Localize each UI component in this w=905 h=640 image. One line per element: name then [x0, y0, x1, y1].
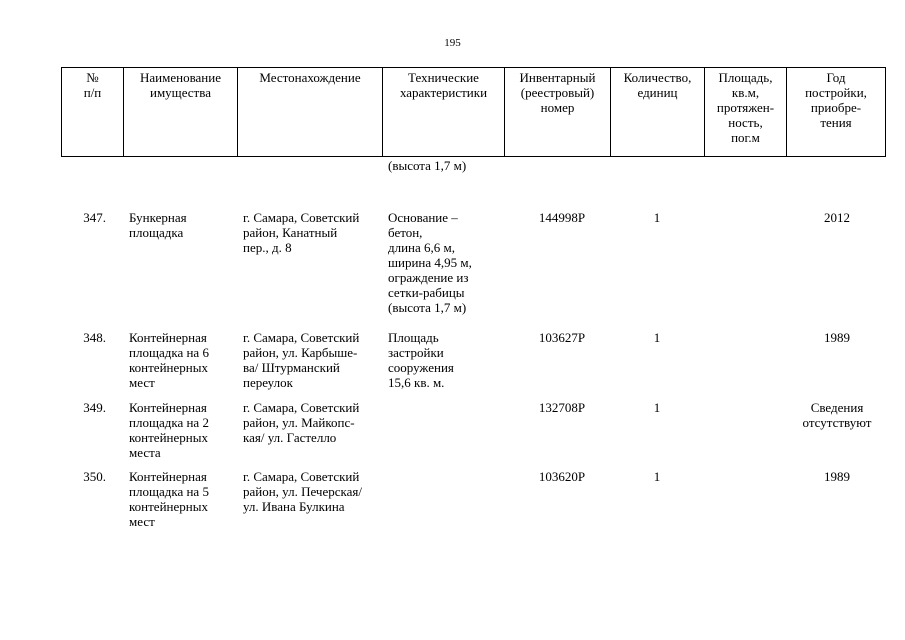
- row-350-year: 1989: [824, 469, 850, 484]
- row-347-location: г. Самара, Советский район, Канатный пер., д. 8: [243, 210, 360, 255]
- row-350-name: Контейнерная площадка на 5 контейнерных мест: [129, 469, 209, 529]
- header-name: [124, 68, 238, 157]
- row-348-number: 348.: [83, 330, 106, 345]
- table-header: [61, 67, 886, 156]
- row-349-inventory: 132708Р: [538, 400, 586, 415]
- header-number-label: № п/п: [83, 70, 102, 100]
- header-tech: [383, 68, 505, 157]
- header-location: [238, 68, 383, 157]
- header-inventory-label: Инвентарный (реестровый) номер: [519, 70, 596, 115]
- row-347-number: 347.: [83, 210, 106, 225]
- row-348-quantity: 1: [653, 330, 661, 345]
- header-name-label: Наименование имущества: [140, 70, 221, 100]
- row-349-name: Контейнерная площадка на 2 контейнерных места: [129, 400, 209, 460]
- row-349-quantity: 1: [653, 400, 661, 415]
- row-348-name: Контейнерная площадка на 6 контейнерных мест: [129, 330, 209, 390]
- header-year-label: Год постройки, приобре- тения: [805, 70, 867, 130]
- row-348-year: 1989: [824, 330, 850, 345]
- header-year: [787, 68, 886, 157]
- row-348-inventory: 103627Р: [538, 330, 586, 345]
- header-tech-label: Технические характеристики: [399, 70, 488, 100]
- header-quantity-label: Количество, единиц: [623, 70, 692, 100]
- row-349-number: 349.: [83, 400, 106, 415]
- row-347-year: 2012: [824, 210, 850, 225]
- row-349-year: Сведения отсутствуют: [802, 400, 872, 430]
- row-350-number: 350.: [83, 469, 106, 484]
- row-349-location: г. Самара, Советский район, ул. Майкопс- кая/ ул. Гастелло: [243, 400, 360, 445]
- row-350-quantity: 1: [653, 469, 661, 484]
- header-inventory: [505, 68, 611, 157]
- row-347-quantity: 1: [653, 210, 661, 225]
- row-350-location: г. Самара, Советский район, ул. Печерская/ ул. Ивана Булкина: [243, 469, 362, 514]
- row-347-name: Бункерная площадка: [129, 210, 187, 240]
- header-location-label: Местонахождение: [259, 70, 361, 85]
- header-bottom-rule: [61, 156, 886, 157]
- header-number: [62, 68, 124, 157]
- row-347-inventory: 144998Р: [538, 210, 586, 225]
- row-350-inventory: 103620Р: [538, 469, 586, 484]
- row-347-tech: Основание – бетон, длина 6,6 м, ширина 4,95 м, ограждение из сетки-рабицы (высота 1,7 м): [388, 210, 472, 315]
- header-quantity: [611, 68, 705, 157]
- continuation-text: (высота 1,7 м): [388, 158, 467, 173]
- header-area: [705, 68, 787, 157]
- row-348-location: г. Самара, Советский район, ул. Карбыше- ва/ Штурманский переулок: [243, 330, 360, 390]
- header-area-label: Площадь, кв.м, протяжен- ность, пог.м: [716, 70, 775, 145]
- page-number: 195: [444, 37, 461, 49]
- row-348-tech: Площадь застройки сооружения 15,6 кв. м.: [388, 330, 454, 390]
